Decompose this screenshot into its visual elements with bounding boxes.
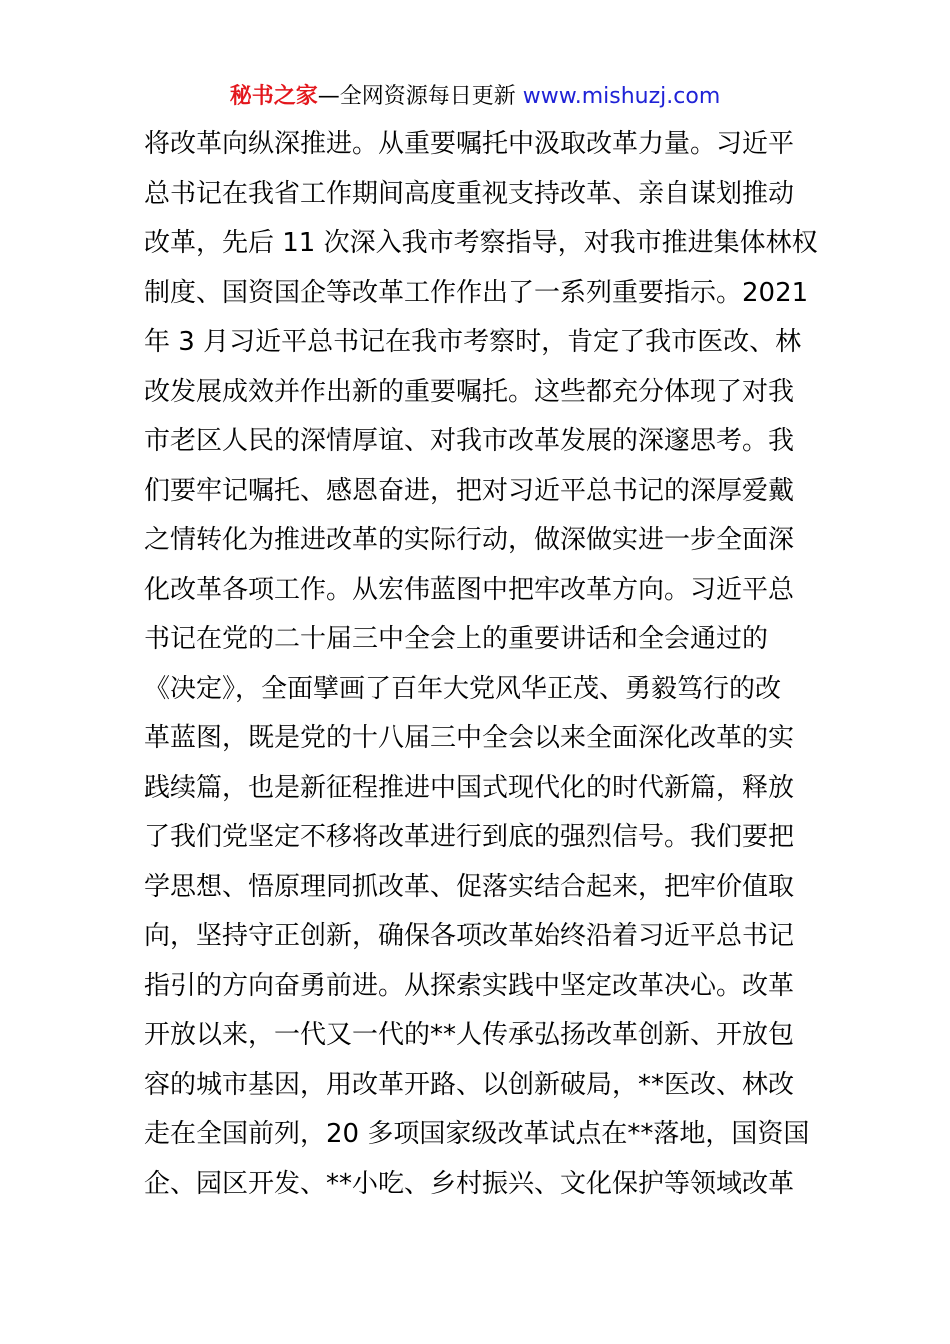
- document-body: [144, 120, 824, 1209]
- body-line: 践续篇，也是新征程推进中国式现代化的时代新篇，释放: [144, 772, 795, 803]
- body-line: 向，坚持守正创新，确保各项改革始终沿着习近平总书记: [144, 921, 795, 951]
- body-line: 革蓝图，既是党的十八届三中全会以来全面深化改革的实: [144, 723, 795, 753]
- site-url-link[interactable]: www.mishuzj.com: [515, 84, 721, 109]
- body-line: 年 3 月习近平总书记在我市考察时，肯定了我市医改、林: [144, 327, 802, 357]
- site-brand: 秘书之家: [229, 84, 318, 109]
- body-line: 改革，先后 11 次深入我市考察指导，对我市推进集体林权: [144, 228, 818, 258]
- body-line: 们要牢记嘱托、感恩奋进，把对习近平总书记的深厚爱戴: [144, 475, 795, 506]
- body-line: 指引的方向奋勇前进。从探索实践中坚定改革决心。改革: [144, 970, 795, 1001]
- body-line: 走在全国前列，20 多项国家级改革试点在**落地，国资国: [144, 1119, 810, 1149]
- body-line: 将改革向纵深推进。从重要嘱托中汲取改革力量。习近平: [144, 129, 795, 159]
- body-line: 了我们党坚定不移将改革进行到底的强烈信号。我们要把: [144, 822, 795, 852]
- body-line: 之情转化为推进改革的实际行动，做深做实进一步全面深: [144, 525, 795, 555]
- site-tagline: —全网资源每日更新: [317, 84, 516, 109]
- body-line: 制度、国资国企等改革工作作出了一系列重要指示。2021: [144, 277, 809, 308]
- body-line: 开放以来，一代又一代的**人传承弘扬改革创新、开放包: [144, 1020, 795, 1050]
- body-line: 容的城市基因，用改革开路、以创新破局，**医改、林改: [144, 1069, 795, 1100]
- body-line: 企、园区开发、**小吃、乡村振兴、文化保护等领域改革: [144, 1168, 795, 1199]
- body-line: 书记在党的二十届三中全会上的重要讲话和全会通过的: [144, 624, 769, 654]
- body-line: 市老区人民的深情厚谊、对我市改革发展的深邃思考。我: [144, 426, 795, 456]
- site-header: [0, 80, 950, 114]
- body-line: 学思想、悟原理同抓改革、促落实结合起来，把牢价值取: [144, 871, 795, 902]
- body-line: 改发展成效并作出新的重要嘱托。这些都充分体现了对我: [144, 376, 795, 407]
- body-line: 总书记在我省工作期间高度重视支持改革、亲自谋划推动: [144, 178, 795, 209]
- body-line: 化改革各项工作。从宏伟蓝图中把牢改革方向。习近平总: [144, 574, 795, 605]
- body-line: 《决定》，全面擘画了百年大党风华正茂、勇毅笃行的改: [144, 673, 782, 704]
